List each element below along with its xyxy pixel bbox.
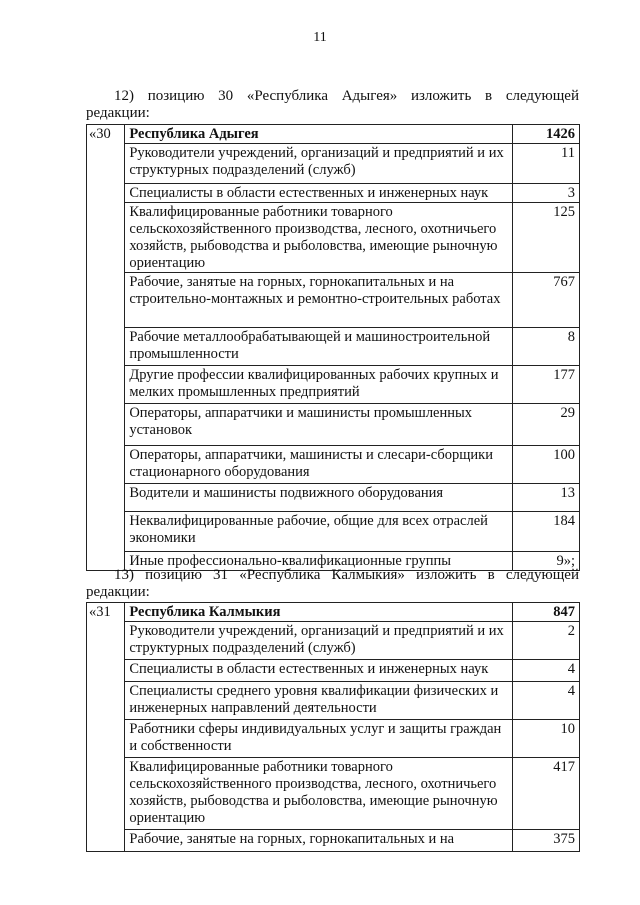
region-total: 847	[513, 603, 580, 622]
category-value: 10	[513, 720, 580, 758]
table-row	[87, 404, 580, 446]
category-name: Рабочие, занятые на горных, горнокапитальных и на	[125, 830, 513, 852]
intro-line: редакции:	[86, 584, 150, 600]
table-row	[87, 720, 580, 758]
category-name: Неквалифицированные рабочие, общие для всех отраслей экономики	[125, 512, 513, 552]
category-value: 125	[513, 203, 580, 273]
intro-line: редакции:	[86, 105, 150, 121]
table-row	[87, 660, 580, 682]
category-value: 177	[513, 366, 580, 404]
category-name: Операторы, аппаратчики, машинисты и слесари-сборщики стационарного оборудования	[125, 446, 513, 484]
table-row	[87, 184, 580, 203]
region-name: Республика Адыгея	[125, 125, 513, 144]
table-row	[87, 144, 580, 184]
category-name: Квалифицированные работники товарного сельскохозяйственного производства, лесного, охотничьего хозяйств, рыбоводства и рыболовства, имеющие рыночную ориентацию	[125, 758, 513, 830]
category-value: 417	[513, 758, 580, 830]
amendment-intro-12	[86, 88, 579, 122]
category-name: Рабочие металлообрабатывающей и машиностроительной промышленности	[125, 328, 513, 366]
category-value: 767	[513, 273, 580, 328]
region-table-adygea	[86, 124, 580, 571]
category-value: 2	[513, 622, 580, 660]
category-name: Операторы, аппаратчики и машинисты промышленных установок	[125, 404, 513, 446]
position-code: «30	[87, 125, 125, 144]
category-name: Руководители учреждений, организаций и предприятий и их структурных подразделений (служб)	[125, 144, 513, 184]
intro-line: 12) позицию 30 «Республика Адыгея» изложить в следующей	[114, 88, 579, 104]
category-value: 11	[513, 144, 580, 184]
table-row	[87, 203, 580, 273]
table-row	[87, 758, 580, 830]
table-row	[87, 830, 580, 852]
table-row	[87, 366, 580, 404]
table-row	[87, 622, 580, 660]
category-name: Работники сферы индивидуальных услуг и защиты граждан и собственности	[125, 720, 513, 758]
category-value: 9»;	[513, 552, 580, 571]
intro-line: 13) позицию 31 «Республика Калмыкия» изложить в следующей	[114, 567, 579, 583]
category-name: Руководители учреждений, организаций и предприятий и их структурных подразделений (служб)	[125, 622, 513, 660]
category-value: 4	[513, 660, 580, 682]
category-name: Водители и машинисты подвижного оборудования	[125, 484, 513, 512]
category-name: Специалисты в области естественных и инженерных наук	[125, 184, 513, 203]
category-name: Иные профессионально-квалификационные группы	[125, 552, 513, 571]
category-value: 3	[513, 184, 580, 203]
page-number: 11	[313, 30, 327, 45]
category-name: Рабочие, занятые на горных, горнокапитальных и на строительно-монтажных и ремонтно-строительных работах	[125, 273, 513, 328]
position-code: «31	[87, 603, 125, 622]
category-name: Специалисты в области естественных и инженерных наук	[125, 660, 513, 682]
category-name: Квалифицированные работники товарного сельскохозяйственного производства, лесного, охотничьего хозяйств, рыбоводства и рыболовства, имеющие рыночную ориентацию	[125, 203, 513, 273]
region-total: 1426	[513, 125, 580, 144]
table-row	[87, 273, 580, 328]
region-table-kalmykia	[86, 602, 580, 852]
table-header-row	[87, 603, 580, 622]
table-row	[87, 328, 580, 366]
category-value: 375	[513, 830, 580, 852]
table-row	[87, 484, 580, 512]
category-name: Специалисты среднего уровня квалификации физических и инженерных направлений деятельности	[125, 682, 513, 720]
table-row	[87, 446, 580, 484]
category-value: 13	[513, 484, 580, 512]
table-row	[87, 682, 580, 720]
table-header-row	[87, 125, 580, 144]
category-value: 100	[513, 446, 580, 484]
category-value: 184	[513, 512, 580, 552]
category-value: 4	[513, 682, 580, 720]
category-value: 8	[513, 328, 580, 366]
amendment-intro-13	[86, 567, 579, 601]
table-row	[87, 512, 580, 552]
category-name: Другие профессии квалифицированных рабочих крупных и мелких промышленных предприятий	[125, 366, 513, 404]
region-name: Республика Калмыкия	[125, 603, 513, 622]
category-value: 29	[513, 404, 580, 446]
